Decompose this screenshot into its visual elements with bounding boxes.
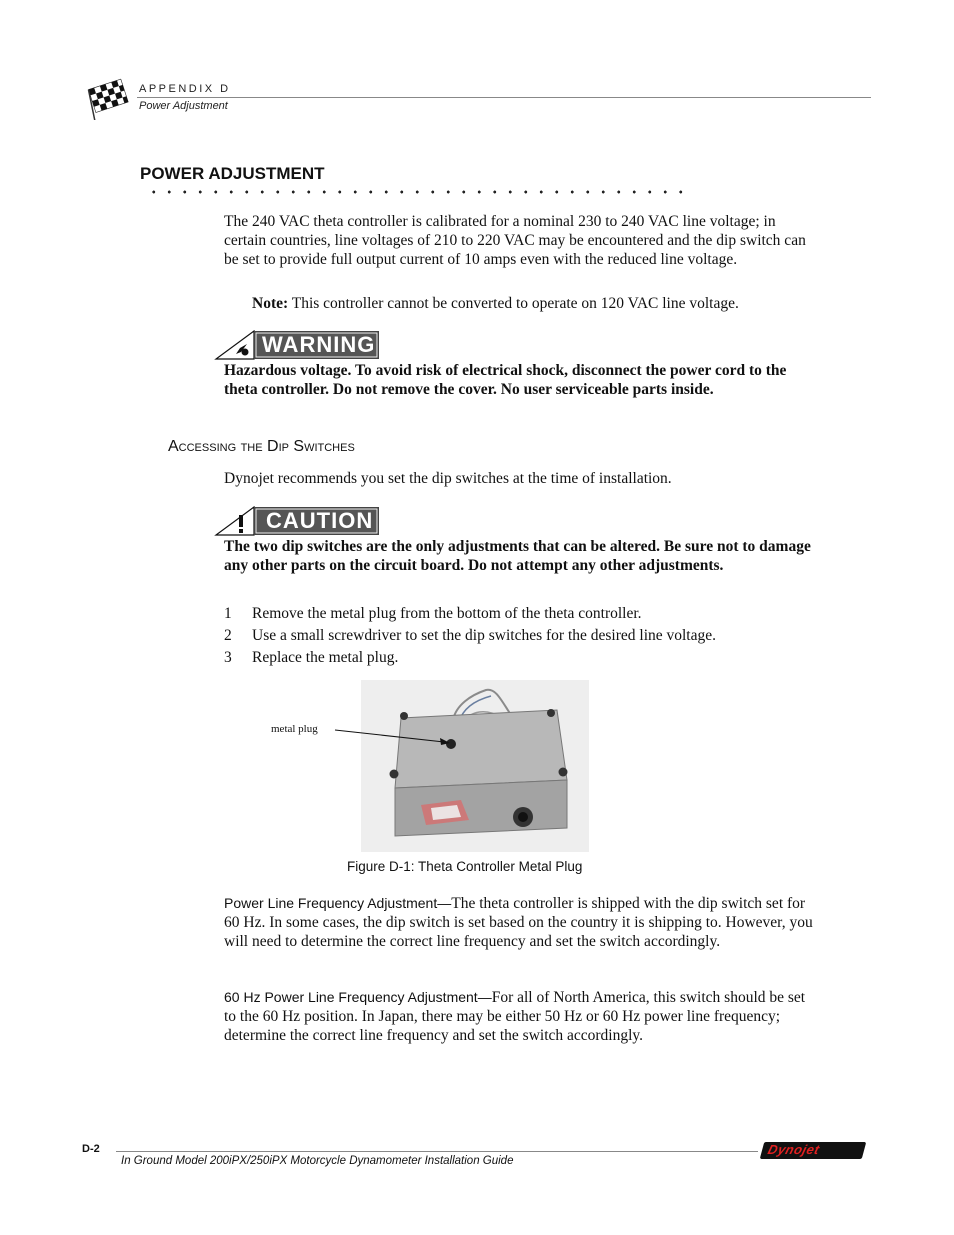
note — [252, 294, 832, 313]
paragraph-60hz — [224, 988, 814, 1045]
list-item — [224, 604, 824, 626]
caution-text: The two dip switches are the only adjustments that can be altered. Be sure not to damage any other parts on the circuit board. Do not attempt any other adjustments. — [224, 538, 811, 574]
step-number: 2 — [224, 627, 232, 644]
figure-callout: metal plug — [271, 723, 318, 735]
dynojet-logo — [760, 1142, 867, 1159]
warning-text: Hazardous voltage. To avoid risk of electrical shock, disconnect the power cord to the theta controller. Do not remove the cover. No user serviceable parts inside. — [224, 362, 787, 398]
callout-arrow — [334, 726, 454, 748]
subsection-title — [168, 438, 355, 456]
page-number: D-2 — [82, 1143, 100, 1155]
list-item — [224, 626, 824, 648]
paragraph-text: For all of North America, this switch should be set to the 60 Hz position. In Japan, there may be either 50 Hz or 60 Hz power line frequency; determine the correct line frequency and set the switch accordingly. — [224, 989, 806, 1044]
step-number: 1 — [224, 605, 232, 622]
note-text: This controller cannot be converted to operate on 120 VAC line voltage. — [288, 295, 739, 312]
step-text: Replace the metal plug. — [252, 649, 399, 666]
warning-banner — [214, 330, 380, 360]
footer-title: In Ground Model 200iPX/250iPX Motorcycle Dynamometer Installation Guide — [121, 1155, 514, 1167]
intro-paragraph: The 240 VAC theta controller is calibrated for a nominal 230 to 240 VAC line voltage; in certain countries, line voltages of 210 to 220 VAC may be encountered and the dip switch can be set to provide full output current of 10 amps even with the reduced line voltage. — [224, 213, 806, 268]
caution-label: CAUTION — [266, 508, 374, 533]
subsection-title-text: Accessing the Dip Switches — [168, 438, 355, 455]
caution-banner — [214, 506, 380, 536]
paragraph-heading: Power Line Frequency Adjustment— — [224, 895, 452, 911]
header-rule — [137, 97, 871, 98]
paragraph-text: The theta controller is shipped with the dip switch set for 60 Hz. In some cases, the dip switch is set based on the country it is shipping to. However, you will need to determine the correct line frequency and set the switch accordingly. — [224, 895, 813, 950]
subsection-intro: Dynojet recommends you set the dip switches at the time of installation. — [224, 470, 672, 487]
dotted-divider — [146, 190, 686, 194]
checkered-flag-icon — [82, 76, 134, 120]
dynojet-logo-text: Dynojet — [766, 1142, 822, 1157]
header-subtitle: Power Adjustment — [139, 100, 228, 112]
figure-photo — [361, 680, 589, 852]
list-item — [224, 648, 824, 670]
step-text: Use a small screwdriver to set the dip switches for the desired line voltage. — [252, 627, 717, 644]
appendix-label: APPENDIX D — [139, 83, 231, 95]
note-label: Note: — [252, 295, 289, 312]
paragraph-frequency — [224, 894, 814, 951]
footer-rule — [116, 1151, 758, 1152]
step-text: Remove the metal plug from the bottom of the theta controller. — [252, 605, 642, 622]
step-number: 3 — [224, 649, 232, 666]
steps-list — [224, 604, 824, 670]
paragraph-heading: 60 Hz Power Line Frequency Adjustment— — [224, 989, 492, 1005]
warning-label: WARNING — [262, 332, 376, 357]
section-title: POWER ADJUSTMENT — [140, 164, 325, 183]
theta-controller-image — [361, 680, 589, 852]
figure-caption: Figure D-1: Theta Controller Metal Plug — [347, 859, 583, 874]
